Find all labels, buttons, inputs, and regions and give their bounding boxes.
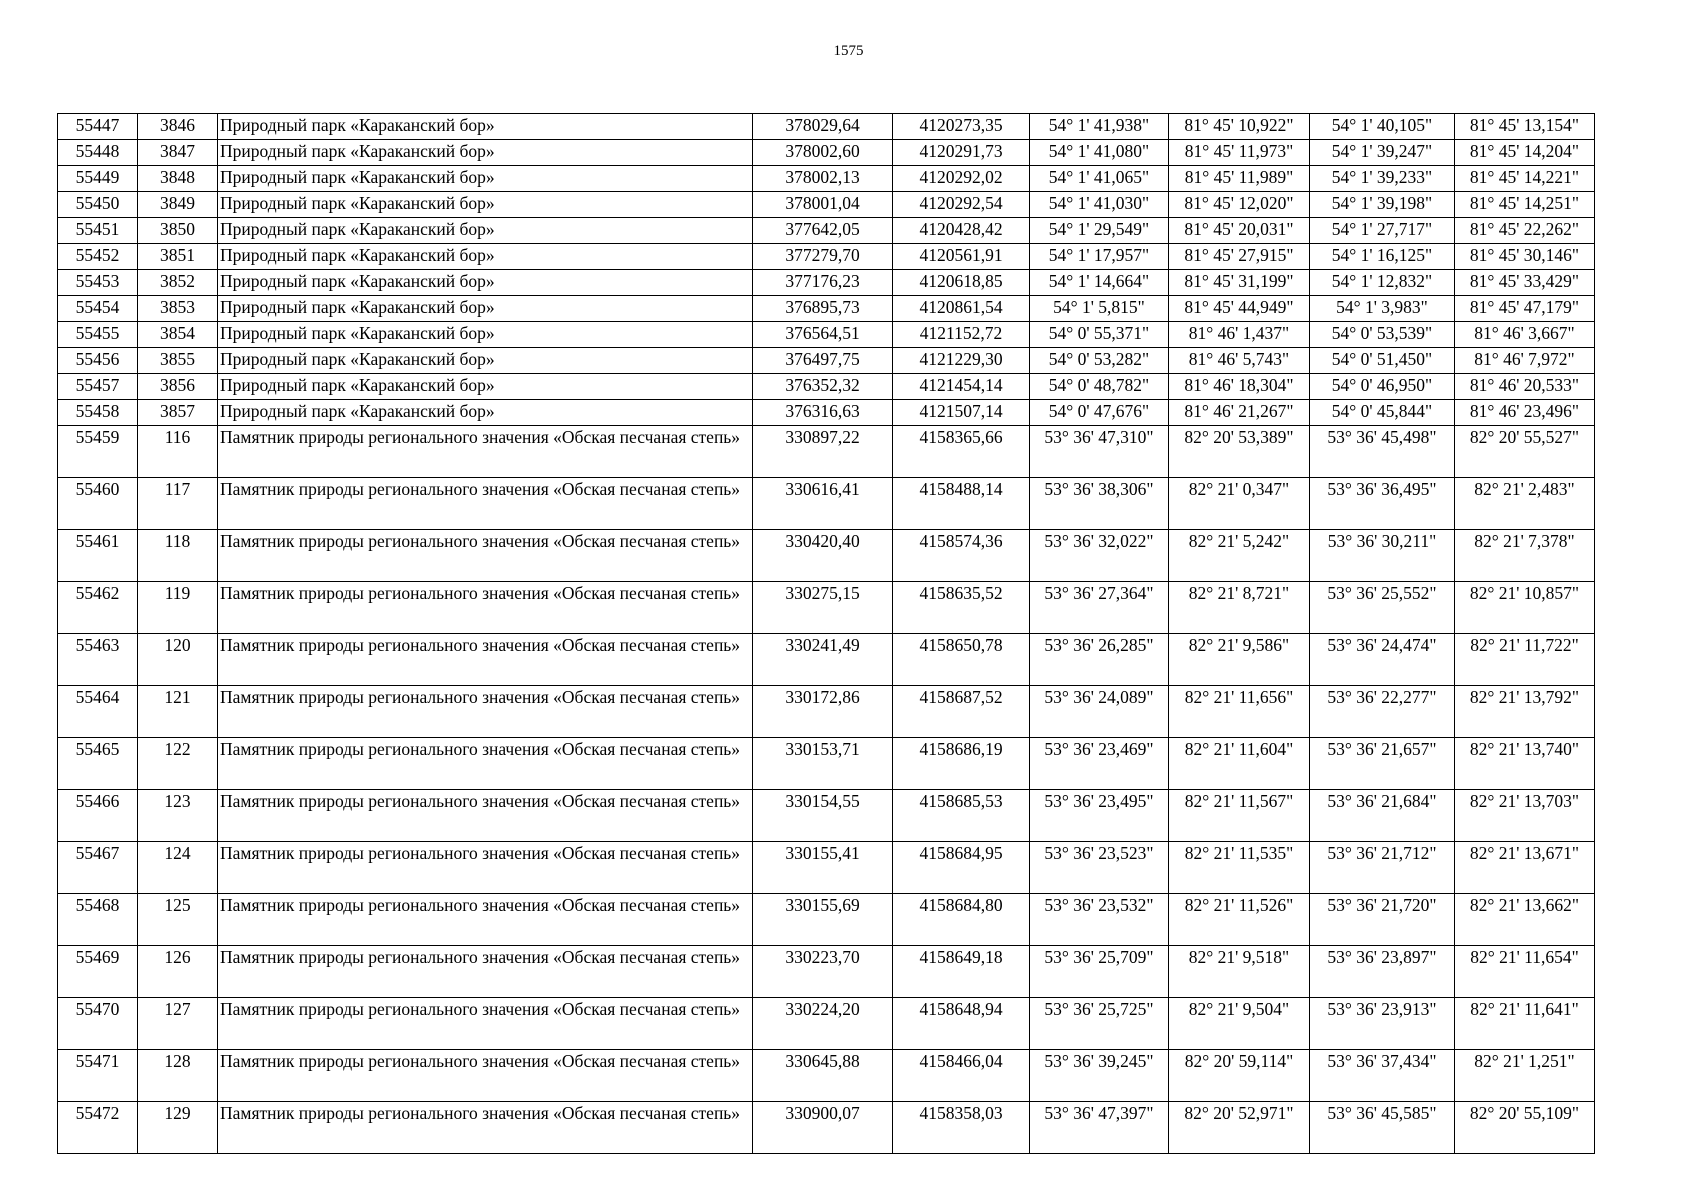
x-coordinate-cell: 330420,40 [753,530,893,582]
y-coordinate-cell: 4158685,53 [893,790,1030,842]
longitude-2-cell: 82° 21' 13,703" [1455,790,1595,842]
table-row [58,270,1595,296]
table-row [58,140,1595,166]
x-coordinate-cell: 376564,51 [753,322,893,348]
longitude-2-cell: 81° 45' 13,154" [1455,114,1595,140]
longitude-2-cell: 81° 45' 33,429" [1455,270,1595,296]
table-row [58,374,1595,400]
row-number-cell: 55471 [58,1050,138,1102]
row-number-cell: 55468 [58,894,138,946]
object-name-cell: Памятник природы регионального значения «Обская песчаная степь» [218,634,753,686]
longitude-cell: 81° 45' 11,973" [1169,140,1310,166]
object-name-cell: Природный парк «Караканский бор» [218,348,753,374]
longitude-2-cell: 81° 45' 14,251" [1455,192,1595,218]
object-name-cell: Природный парк «Караканский бор» [218,140,753,166]
object-name-cell: Памятник природы регионального значения «Обская песчаная степь» [218,426,753,478]
point-number-cell: 128 [138,1050,218,1102]
latitude-cell: 53° 36' 38,306" [1030,478,1169,530]
table-row [58,530,1595,582]
row-number-cell: 55455 [58,322,138,348]
latitude-2-cell: 53° 36' 30,211" [1310,530,1455,582]
longitude-2-cell: 82° 21' 2,483" [1455,478,1595,530]
y-coordinate-cell: 4121229,30 [893,348,1030,374]
point-number-cell: 124 [138,842,218,894]
latitude-cell: 53° 36' 39,245" [1030,1050,1169,1102]
row-number-cell: 55466 [58,790,138,842]
table-row [58,634,1595,686]
latitude-2-cell: 54° 1' 40,105" [1310,114,1455,140]
latitude-cell: 54° 0' 55,371" [1030,322,1169,348]
latitude-2-cell: 54° 1' 39,198" [1310,192,1455,218]
longitude-2-cell: 82° 21' 13,740" [1455,738,1595,790]
object-name-cell: Природный парк «Караканский бор» [218,218,753,244]
table-row [58,842,1595,894]
latitude-2-cell: 53° 36' 22,277" [1310,686,1455,738]
latitude-cell: 54° 1' 41,065" [1030,166,1169,192]
object-name-cell: Природный парк «Караканский бор» [218,244,753,270]
table-row [58,218,1595,244]
row-number-cell: 55472 [58,1102,138,1154]
y-coordinate-cell: 4120292,02 [893,166,1030,192]
latitude-cell: 53° 36' 23,469" [1030,738,1169,790]
x-coordinate-cell: 378002,60 [753,140,893,166]
latitude-2-cell: 54° 1' 27,717" [1310,218,1455,244]
point-number-cell: 3855 [138,348,218,374]
x-coordinate-cell: 330154,55 [753,790,893,842]
row-number-cell: 55458 [58,400,138,426]
row-number-cell: 55452 [58,244,138,270]
x-coordinate-cell: 330897,22 [753,426,893,478]
object-name-cell: Памятник природы регионального значения «Обская песчаная степь» [218,894,753,946]
row-number-cell: 55467 [58,842,138,894]
point-number-cell: 3852 [138,270,218,296]
x-coordinate-cell: 330241,49 [753,634,893,686]
object-name-cell: Памятник природы регионального значения «Обская песчаная степь» [218,842,753,894]
object-name-cell: Памятник природы регионального значения «Обская песчаная степь» [218,946,753,998]
longitude-2-cell: 82° 21' 11,722" [1455,634,1595,686]
latitude-cell: 53° 36' 47,397" [1030,1102,1169,1154]
point-number-cell: 3857 [138,400,218,426]
latitude-cell: 54° 0' 53,282" [1030,348,1169,374]
longitude-cell: 82° 21' 9,586" [1169,634,1310,686]
latitude-cell: 53° 36' 25,725" [1030,998,1169,1050]
x-coordinate-cell: 377176,23 [753,270,893,296]
x-coordinate-cell: 377642,05 [753,218,893,244]
longitude-2-cell: 82° 21' 10,857" [1455,582,1595,634]
row-number-cell: 55451 [58,218,138,244]
x-coordinate-cell: 330275,15 [753,582,893,634]
y-coordinate-cell: 4120273,35 [893,114,1030,140]
table-row [58,946,1595,998]
longitude-cell: 82° 21' 0,347" [1169,478,1310,530]
latitude-2-cell: 53° 36' 45,498" [1310,426,1455,478]
y-coordinate-cell: 4158358,03 [893,1102,1030,1154]
latitude-cell: 53° 36' 25,709" [1030,946,1169,998]
table-row [58,166,1595,192]
point-number-cell: 3854 [138,322,218,348]
longitude-cell: 81° 45' 27,915" [1169,244,1310,270]
x-coordinate-cell: 378001,04 [753,192,893,218]
latitude-cell: 53° 36' 23,523" [1030,842,1169,894]
longitude-2-cell: 81° 46' 23,496" [1455,400,1595,426]
latitude-cell: 53° 36' 23,532" [1030,894,1169,946]
object-name-cell: Природный парк «Караканский бор» [218,322,753,348]
row-number-cell: 55453 [58,270,138,296]
longitude-cell: 82° 21' 9,518" [1169,946,1310,998]
row-number-cell: 55449 [58,166,138,192]
table-row [58,686,1595,738]
x-coordinate-cell: 378029,64 [753,114,893,140]
row-number-cell: 55469 [58,946,138,998]
row-number-cell: 55470 [58,998,138,1050]
latitude-cell: 54° 0' 47,676" [1030,400,1169,426]
longitude-cell: 82° 20' 52,971" [1169,1102,1310,1154]
object-name-cell: Памятник природы регионального значения «Обская песчаная степь» [218,790,753,842]
longitude-2-cell: 82° 21' 1,251" [1455,1050,1595,1102]
latitude-cell: 54° 1' 29,549" [1030,218,1169,244]
point-number-cell: 3847 [138,140,218,166]
latitude-2-cell: 53° 36' 21,720" [1310,894,1455,946]
latitude-cell: 54° 1' 41,080" [1030,140,1169,166]
object-name-cell: Памятник природы регионального значения «Обская песчаная степь» [218,478,753,530]
latitude-2-cell: 53° 36' 36,495" [1310,478,1455,530]
point-number-cell: 129 [138,1102,218,1154]
latitude-2-cell: 54° 1' 16,125" [1310,244,1455,270]
x-coordinate-cell: 330616,41 [753,478,893,530]
longitude-2-cell: 81° 45' 14,221" [1455,166,1595,192]
point-number-cell: 119 [138,582,218,634]
point-number-cell: 3850 [138,218,218,244]
row-number-cell: 55460 [58,478,138,530]
table-row [58,582,1595,634]
point-number-cell: 116 [138,426,218,478]
latitude-cell: 53° 36' 24,089" [1030,686,1169,738]
object-name-cell: Природный парк «Караканский бор» [218,270,753,296]
latitude-2-cell: 54° 0' 51,450" [1310,348,1455,374]
longitude-2-cell: 81° 45' 30,146" [1455,244,1595,270]
point-number-cell: 3856 [138,374,218,400]
x-coordinate-cell: 330223,70 [753,946,893,998]
y-coordinate-cell: 4158684,80 [893,894,1030,946]
object-name-cell: Природный парк «Караканский бор» [218,296,753,322]
longitude-2-cell: 82° 21' 7,378" [1455,530,1595,582]
table-body [58,114,1595,1154]
table-row [58,790,1595,842]
latitude-2-cell: 53° 36' 25,552" [1310,582,1455,634]
longitude-2-cell: 82° 21' 11,654" [1455,946,1595,998]
row-number-cell: 55450 [58,192,138,218]
row-number-cell: 55448 [58,140,138,166]
x-coordinate-cell: 376352,32 [753,374,893,400]
table-row [58,478,1595,530]
longitude-2-cell: 82° 21' 13,662" [1455,894,1595,946]
longitude-cell: 81° 45' 12,020" [1169,192,1310,218]
latitude-2-cell: 53° 36' 21,657" [1310,738,1455,790]
row-number-cell: 55456 [58,348,138,374]
longitude-cell: 82° 20' 53,389" [1169,426,1310,478]
longitude-2-cell: 81° 45' 22,262" [1455,218,1595,244]
longitude-cell: 82° 21' 11,535" [1169,842,1310,894]
object-name-cell: Природный парк «Караканский бор» [218,166,753,192]
x-coordinate-cell: 330224,20 [753,998,893,1050]
point-number-cell: 121 [138,686,218,738]
table-row [58,426,1595,478]
table-row [58,348,1595,374]
row-number-cell: 55461 [58,530,138,582]
x-coordinate-cell: 376497,75 [753,348,893,374]
point-number-cell: 3849 [138,192,218,218]
longitude-cell: 81° 46' 21,267" [1169,400,1310,426]
latitude-2-cell: 53° 36' 23,913" [1310,998,1455,1050]
y-coordinate-cell: 4158488,14 [893,478,1030,530]
row-number-cell: 55454 [58,296,138,322]
table-row [58,296,1595,322]
object-name-cell: Памятник природы регионального значения «Обская песчаная степь» [218,998,753,1050]
y-coordinate-cell: 4121507,14 [893,400,1030,426]
latitude-cell: 53° 36' 47,310" [1030,426,1169,478]
y-coordinate-cell: 4120428,42 [893,218,1030,244]
point-number-cell: 123 [138,790,218,842]
row-number-cell: 55462 [58,582,138,634]
longitude-cell: 82° 21' 5,242" [1169,530,1310,582]
object-name-cell: Природный парк «Караканский бор» [218,114,753,140]
object-name-cell: Памятник природы регионального значения «Обская песчаная степь» [218,686,753,738]
table-row [58,998,1595,1050]
point-number-cell: 118 [138,530,218,582]
y-coordinate-cell: 4158650,78 [893,634,1030,686]
point-number-cell: 3848 [138,166,218,192]
longitude-cell: 81° 46' 18,304" [1169,374,1310,400]
latitude-cell: 53° 36' 27,364" [1030,582,1169,634]
y-coordinate-cell: 4158635,52 [893,582,1030,634]
x-coordinate-cell: 378002,13 [753,166,893,192]
row-number-cell: 55465 [58,738,138,790]
longitude-2-cell: 82° 20' 55,109" [1455,1102,1595,1154]
latitude-2-cell: 54° 1' 12,832" [1310,270,1455,296]
point-number-cell: 122 [138,738,218,790]
y-coordinate-cell: 4158687,52 [893,686,1030,738]
object-name-cell: Памятник природы регионального значения «Обская песчаная степь» [218,738,753,790]
table-row [58,114,1595,140]
point-number-cell: 117 [138,478,218,530]
y-coordinate-cell: 4158466,04 [893,1050,1030,1102]
longitude-2-cell: 81° 46' 3,667" [1455,322,1595,348]
point-number-cell: 127 [138,998,218,1050]
latitude-2-cell: 53° 36' 21,712" [1310,842,1455,894]
row-number-cell: 55464 [58,686,138,738]
y-coordinate-cell: 4120292,54 [893,192,1030,218]
longitude-cell: 82° 21' 11,604" [1169,738,1310,790]
latitude-2-cell: 54° 0' 45,844" [1310,400,1455,426]
x-coordinate-cell: 376316,63 [753,400,893,426]
point-number-cell: 3851 [138,244,218,270]
y-coordinate-cell: 4121454,14 [893,374,1030,400]
y-coordinate-cell: 4158648,94 [893,998,1030,1050]
point-number-cell: 125 [138,894,218,946]
row-number-cell: 55457 [58,374,138,400]
y-coordinate-cell: 4121152,72 [893,322,1030,348]
x-coordinate-cell: 330645,88 [753,1050,893,1102]
longitude-2-cell: 82° 20' 55,527" [1455,426,1595,478]
point-number-cell: 3846 [138,114,218,140]
longitude-2-cell: 81° 45' 14,204" [1455,140,1595,166]
longitude-cell: 82° 21' 8,721" [1169,582,1310,634]
object-name-cell: Памятник природы регионального значения «Обская песчаная степь» [218,1102,753,1154]
latitude-2-cell: 54° 0' 46,950" [1310,374,1455,400]
table-row [58,1050,1595,1102]
latitude-cell: 54° 0' 48,782" [1030,374,1169,400]
longitude-cell: 82° 21' 11,656" [1169,686,1310,738]
x-coordinate-cell: 377279,70 [753,244,893,270]
y-coordinate-cell: 4158574,36 [893,530,1030,582]
longitude-cell: 81° 45' 31,199" [1169,270,1310,296]
longitude-cell: 81° 45' 10,922" [1169,114,1310,140]
longitude-cell: 82° 21' 11,567" [1169,790,1310,842]
table-row [58,738,1595,790]
object-name-cell: Природный парк «Караканский бор» [218,374,753,400]
table-row [58,244,1595,270]
latitude-cell: 54° 1' 41,938" [1030,114,1169,140]
longitude-cell: 81° 45' 44,949" [1169,296,1310,322]
table-row [58,322,1595,348]
longitude-2-cell: 81° 46' 7,972" [1455,348,1595,374]
y-coordinate-cell: 4120561,91 [893,244,1030,270]
latitude-cell: 54° 1' 5,815" [1030,296,1169,322]
object-name-cell: Памятник природы регионального значения «Обская песчаная степь» [218,1050,753,1102]
longitude-cell: 82° 21' 9,504" [1169,998,1310,1050]
longitude-2-cell: 82° 21' 13,792" [1455,686,1595,738]
longitude-cell: 81° 46' 1,437" [1169,322,1310,348]
table-row [58,192,1595,218]
y-coordinate-cell: 4158365,66 [893,426,1030,478]
latitude-2-cell: 53° 36' 45,585" [1310,1102,1455,1154]
coordinates-table [57,113,1595,1154]
longitude-2-cell: 81° 46' 20,533" [1455,374,1595,400]
latitude-2-cell: 54° 1' 3,983" [1310,296,1455,322]
latitude-2-cell: 54° 1' 39,233" [1310,166,1455,192]
row-number-cell: 55463 [58,634,138,686]
latitude-cell: 54° 1' 14,664" [1030,270,1169,296]
latitude-cell: 53° 36' 26,285" [1030,634,1169,686]
x-coordinate-cell: 376895,73 [753,296,893,322]
table-row [58,1102,1595,1154]
point-number-cell: 120 [138,634,218,686]
latitude-cell: 53° 36' 32,022" [1030,530,1169,582]
y-coordinate-cell: 4120861,54 [893,296,1030,322]
object-name-cell: Природный парк «Караканский бор» [218,192,753,218]
longitude-cell: 81° 45' 20,031" [1169,218,1310,244]
point-number-cell: 126 [138,946,218,998]
latitude-2-cell: 53° 36' 21,684" [1310,790,1455,842]
latitude-2-cell: 54° 0' 53,539" [1310,322,1455,348]
x-coordinate-cell: 330172,86 [753,686,893,738]
row-number-cell: 55459 [58,426,138,478]
latitude-2-cell: 54° 1' 39,247" [1310,140,1455,166]
longitude-cell: 82° 21' 11,526" [1169,894,1310,946]
latitude-2-cell: 53° 36' 23,897" [1310,946,1455,998]
row-number-cell: 55447 [58,114,138,140]
longitude-cell: 82° 20' 59,114" [1169,1050,1310,1102]
longitude-cell: 81° 46' 5,743" [1169,348,1310,374]
object-name-cell: Памятник природы регионального значения «Обская песчаная степь» [218,582,753,634]
longitude-2-cell: 82° 21' 13,671" [1455,842,1595,894]
x-coordinate-cell: 330155,69 [753,894,893,946]
table-row [58,400,1595,426]
latitude-cell: 54° 1' 41,030" [1030,192,1169,218]
object-name-cell: Природный парк «Караканский бор» [218,400,753,426]
longitude-cell: 81° 45' 11,989" [1169,166,1310,192]
y-coordinate-cell: 4158649,18 [893,946,1030,998]
y-coordinate-cell: 4120291,73 [893,140,1030,166]
latitude-2-cell: 53° 36' 37,434" [1310,1050,1455,1102]
object-name-cell: Памятник природы регионального значения «Обская песчаная степь» [218,530,753,582]
latitude-cell: 54° 1' 17,957" [1030,244,1169,270]
page-number: 1575 [833,43,864,59]
point-number-cell: 3853 [138,296,218,322]
table-row [58,894,1595,946]
y-coordinate-cell: 4120618,85 [893,270,1030,296]
y-coordinate-cell: 4158686,19 [893,738,1030,790]
x-coordinate-cell: 330900,07 [753,1102,893,1154]
longitude-2-cell: 81° 45' 47,179" [1455,296,1595,322]
x-coordinate-cell: 330153,71 [753,738,893,790]
latitude-2-cell: 53° 36' 24,474" [1310,634,1455,686]
y-coordinate-cell: 4158684,95 [893,842,1030,894]
longitude-2-cell: 82° 21' 11,641" [1455,998,1595,1050]
latitude-cell: 53° 36' 23,495" [1030,790,1169,842]
x-coordinate-cell: 330155,41 [753,842,893,894]
